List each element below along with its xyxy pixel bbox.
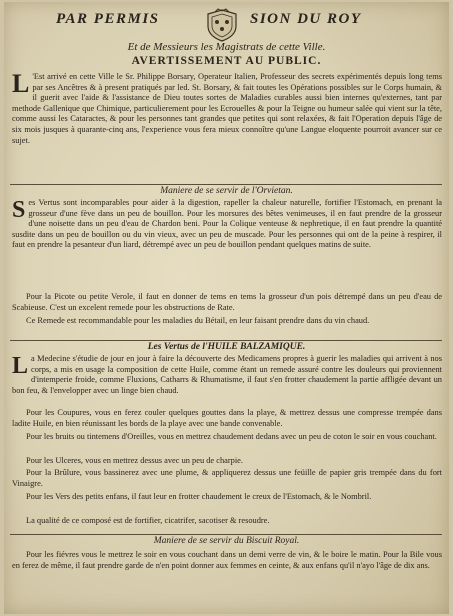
huile-paragraph-5: Pour la Brûlure, vous bassinerez avec une plume, & appliquerez dessus une feüille de papier gris trempée dans du fort Vinaigre. bbox=[12, 468, 442, 488]
notice-subtitle: Et de Messieurs les Magistrats de cette Ville. bbox=[127, 42, 326, 53]
dropcap-letter: S bbox=[12, 197, 26, 223]
orvietan-text-1: es Vertus sont incomparables pour aider à la digestion, rapeller la chaleur naturelle, fortifier l'Estomach, en prenant la grosseur d'une fève dans un peu de bouillon. Pour les morsures des bêtes venimeuses, il en faut prendre de la grosseur d'une noisette dans un peu d'eau de Chardon beni. Pour la Colique venteuse & nephretique, il en faut prendre la quantité susdite dans un peu de bouillon ou du vin vieux, avec un peu de muscade. Pour les personnes qui ont de la peine à respirer, il faut en prendre la pesanteur d'un liard, détrempé avec un peu de bouillon pendant quelques matins de suite. bbox=[12, 198, 442, 250]
huile-paragraph-3: Pour les bruits ou tintemens d'Oreilles, vous en mettrez chaudement dedans avec un peu de coton le soir en vous couchant. bbox=[26, 432, 437, 441]
header-left-text: PAR PERMIS bbox=[56, 11, 160, 27]
intro-text: 'Est arrivé en cette Ville le Sr. Philippe Borsary, Operateur Italien, Professeur des secrets expérimentés depuis long tems par ses Ancêtres & à present pratiqués par led. St. Borsary, & fait toutes les Opérations possibles sur le Corps humain, & il guerit avec l'aide & l'assistance de Dieu toutes sortes de Maladies curables aussi bien internes qu'externes, tant par methode Gallenique que Chimique, particulierement pour les Ecrouelles & pour la Teigne ou humeur salée qui vient sur la tête, comme aussi les Cataractes, & pour les personnes tant grandes que petites qui sont relaxées, & fait l'Operation depuis l'âge de six mois jusques à quarante-cinq ans, l'experience vous fera mieux connoître qu'une Langue eloquente pourroit avancer sur ce sujet. bbox=[12, 72, 442, 145]
section-rule bbox=[10, 340, 442, 341]
section-rule bbox=[10, 534, 442, 535]
orvietan-paragraph-1 bbox=[12, 198, 442, 251]
biscuit-paragraph-1: Pour les fiévres vous le mettrez le soir en vous couchant dans un demi verre de vin, & le boire le matin. Pour la Bile vous en ferez de même, il faut prendre garde de n'en point donner aux femmes en ceinte, & aux enfans qu'il n'ayo l'âge de dix ans. bbox=[12, 550, 442, 570]
huile-paragraph-1 bbox=[12, 354, 442, 396]
orvietan-paragraph-3: Ce Remede est recommandable pour les maladies du Bétail, en leur faisant prendre dans du vin chaud. bbox=[26, 316, 370, 325]
notice-header bbox=[4, 8, 449, 42]
biscuit-heading: Maniere de se servir du Biscuit Royal. bbox=[153, 536, 300, 546]
royal-crest-icon bbox=[202, 8, 242, 42]
dropcap-letter: L bbox=[12, 69, 30, 98]
intro-paragraph bbox=[12, 69, 442, 146]
orvietan-heading: Maniere de se servir de l'Orvietan. bbox=[160, 186, 293, 196]
orvietan-paragraph-2: Pour la Picote ou petite Verole, il faut en donner de tems en tems la grosseur d'un pois détrempé dans un peu d'eau de Scabieuse. C'est un excelent remede pour les obstructions de Rate. bbox=[12, 292, 442, 312]
printed-notice bbox=[4, 2, 449, 614]
dropcap-letter: L bbox=[12, 353, 29, 379]
huile-paragraph-6: Pour les Vers des petits enfans, il faut leur en frotter chaudement le creux de l'Estomach, & le Nombril. bbox=[26, 492, 372, 501]
huile-text-1: a Medecine s'étudie de jour en jour à faire la découverte des Medicamens propres à guerir les maladies qui arrivent à nos corps, a mis en usage la composition de cette Huile, comme étant un remede assuré contre les douleurs qui proviennent d'intemperie froide, comme Fluxions, Catharrs & Rhumatisme, il faut s'en frotter chaudement la partie affligée devant un bon feu, & l'envelopper avec un linge bien chaud. bbox=[12, 354, 442, 395]
huile-heading: Les Vertus de l'HUILE BALZAMIQUE. bbox=[147, 342, 306, 352]
notice-title: AVERTISSEMENT AU PUBLIC. bbox=[131, 56, 322, 67]
huile-paragraph-2: Pour les Coupures, vous en ferez couler quelques gouttes dans la playe, & mettrez dessus une compresse trempée dans ladite Huile, en bien réunissant les bords de la playe avec une bande convenable. bbox=[12, 408, 442, 428]
section-rule bbox=[10, 184, 442, 185]
huile-paragraph-7: La qualité de ce composé est de fortifier, cicatrifer, sacotiser & resoudre. bbox=[26, 516, 270, 525]
huile-paragraph-4: Pour les Ulceres, vous en mettrez dessus avec un peu de charpie. bbox=[26, 456, 243, 465]
header-right-text: SION DU ROY bbox=[250, 11, 362, 27]
